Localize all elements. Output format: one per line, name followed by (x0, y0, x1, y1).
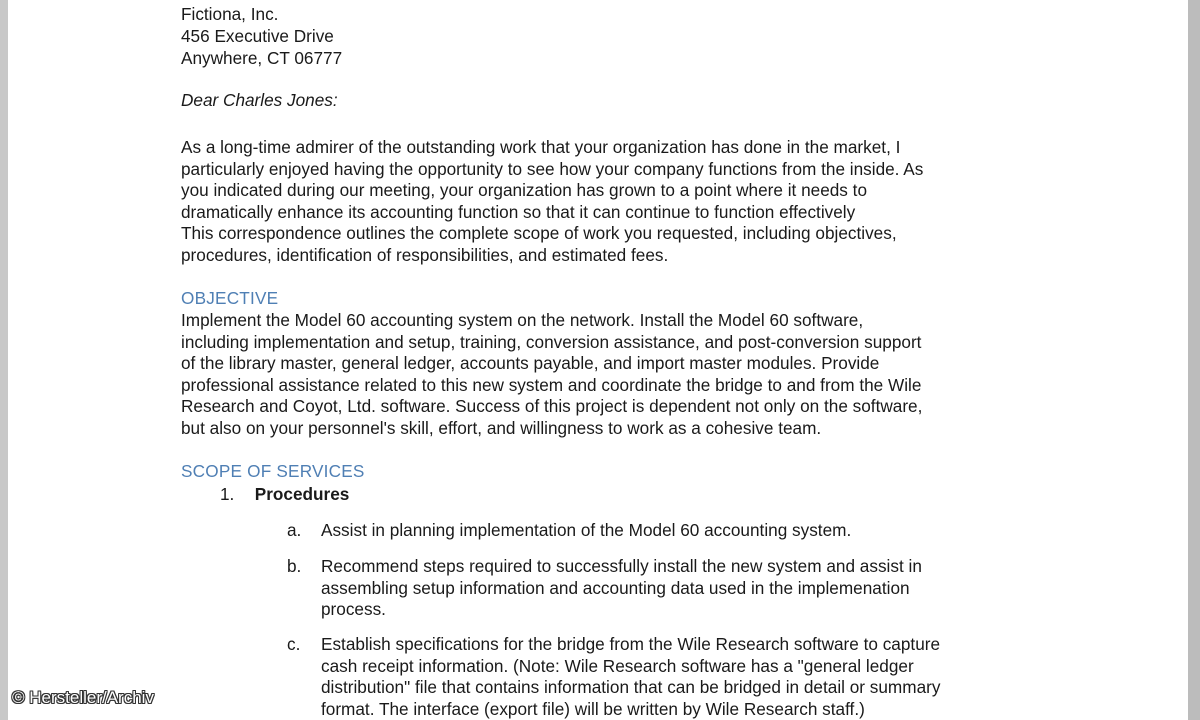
intro-line: As a long-time admirer of the outstanding work that your organization has done in the market, I (181, 137, 901, 157)
list-item-line: process. (321, 599, 386, 620)
list-item-text (321, 520, 851, 542)
scope-heading: SCOPE OF SERVICES (181, 461, 365, 481)
salutation: Dear Charles Jones: (181, 90, 338, 110)
objective-line: Research and Coyot, Ltd. software. Success of this project is dependent not only on the software, (181, 396, 923, 417)
list-item-line: format. The interface (export file) will be written by Wile Research staff.) (321, 698, 865, 719)
address-city: Anywhere, CT 06777 (181, 48, 343, 68)
intro-line: you indicated during our meeting, your organization has grown to a point where it needs to (181, 180, 868, 201)
list-item-line: cash receipt information. (Note: Wile Research software has a "general ledger (321, 655, 914, 676)
list-item-line: Establish specifications for the bridge from the Wile Research software to capture (321, 634, 941, 654)
objective-line: of the library master, general ledger, accounts payable, and import master modules. Provide (181, 353, 880, 374)
address-street: 456 Executive Drive (181, 26, 334, 46)
list-marker: c. (287, 634, 301, 654)
objective-line: including implementation and setup, training, conversion assistance, and post-conversion support (181, 331, 922, 352)
image-credit: © Hersteller/Archiv (12, 688, 154, 707)
intro-line: procedures, identification of responsibilities, and estimated fees. (181, 244, 669, 265)
procedure-number: 1. (220, 484, 235, 504)
list-item-text (321, 556, 922, 621)
objective-heading: OBJECTIVE (181, 288, 279, 308)
list-item-text (321, 634, 940, 720)
procedure-item (220, 484, 349, 506)
address-company: Fictiona, Inc. (181, 4, 279, 24)
objective-line: professional assistance related to this new system and coordinate the bridge to and from the Wile (181, 374, 922, 395)
objective-paragraph (181, 310, 1041, 440)
intro-line: particularly enjoyed having the opportunity to see how your company functions from the inside. As (181, 158, 924, 179)
procedure-title: Procedures (254, 484, 350, 504)
list-marker: b. (287, 556, 302, 576)
intro-paragraph (181, 137, 1041, 267)
objective-line: but also on your personnel's skill, effort, and willingness to work as a cohesive team. (181, 417, 822, 438)
list-item-line: Recommend steps required to successfully install the new system and assist in (321, 556, 922, 576)
intro-line: dramatically enhance its accounting function so that it can continue to function effectively (181, 201, 856, 222)
list-item-line: distribution" file that contains information that can be bridged in detail or summary (321, 677, 941, 698)
intro-line: This correspondence outlines the complete scope of work you requested, including objectives, (181, 223, 897, 244)
list-item-line: Assist in planning implementation of the Model 60 accounting system. (321, 520, 852, 540)
list-item-line: assembling setup information and accounting data used in the implemenation (321, 577, 910, 598)
list-marker: a. (287, 520, 302, 540)
objective-line: Implement the Model 60 accounting system on the network. Install the Model 60 software, (181, 310, 864, 330)
